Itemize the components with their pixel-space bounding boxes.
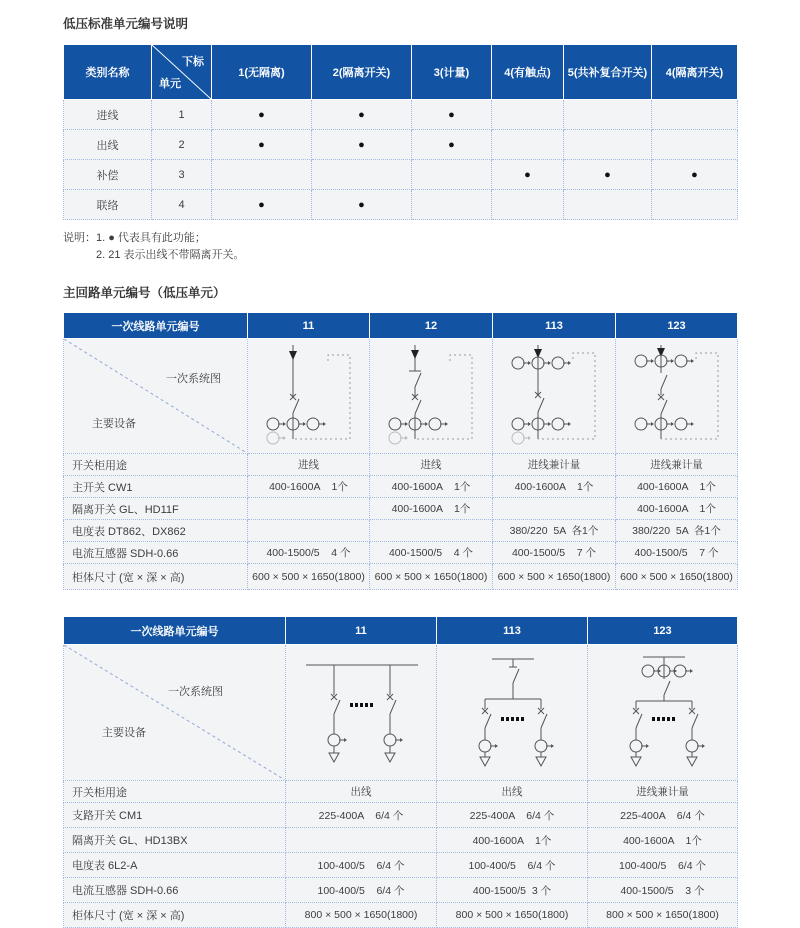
table-row bbox=[64, 803, 738, 828]
bullet-cell bbox=[492, 130, 564, 160]
table-row bbox=[64, 454, 738, 476]
cell bbox=[493, 498, 616, 520]
cell: 400-1500/5 7 个 bbox=[616, 542, 738, 564]
section-title: 主回路单元编号（低压单元） bbox=[63, 286, 226, 300]
row-label: 主开关 CW1 bbox=[64, 476, 248, 498]
bullet-cell: ● bbox=[492, 160, 564, 190]
cell: 600 × 500 × 1650(1800) bbox=[493, 564, 616, 590]
table-row bbox=[64, 542, 738, 564]
cell: 400-1600A 1个 bbox=[370, 498, 493, 520]
catalog-page bbox=[63, 0, 737, 928]
col-header-f1: 2(隔离开关) bbox=[312, 45, 412, 100]
bullet-cell: ● bbox=[312, 100, 412, 130]
bullet-cell: ● bbox=[564, 160, 652, 190]
bullet-cell bbox=[492, 190, 564, 220]
single-line-diagram-123 bbox=[588, 645, 738, 781]
cell: 100-400/5 6/4 个 bbox=[286, 853, 437, 878]
table-row bbox=[64, 828, 738, 853]
table-row bbox=[64, 903, 738, 928]
legend-notes bbox=[63, 230, 737, 263]
main-circuit-table-incoming bbox=[63, 312, 738, 590]
cell: 进线 bbox=[370, 454, 493, 476]
bullet-cell: ● bbox=[312, 130, 412, 160]
cell: 100-400/5 6/4 个 bbox=[286, 878, 437, 903]
row-label: 柜体尺寸 (宽 × 深 × 高) bbox=[64, 564, 248, 590]
cell bbox=[248, 498, 370, 520]
label-main-equipment: 主要设备 bbox=[92, 418, 136, 430]
header-unit-code-label: 一次线路单元编号 bbox=[64, 617, 286, 645]
table-row bbox=[64, 853, 738, 878]
cell: 600 × 500 × 1650(1800) bbox=[248, 564, 370, 590]
cell: 400-1500/5 3 个 bbox=[437, 878, 588, 903]
bullet-cell: ● bbox=[412, 100, 492, 130]
bullet-cell: ● bbox=[652, 160, 738, 190]
row-label: 柜体尺寸 (宽 × 深 × 高) bbox=[64, 903, 286, 928]
cell: 400-1600A 1个 bbox=[588, 828, 738, 853]
row-label: 电流互感器 SDH-0.66 bbox=[64, 542, 248, 564]
cell: 400-1600A 1个 bbox=[493, 476, 616, 498]
row-label: 补偿 bbox=[64, 160, 152, 190]
table-row bbox=[64, 564, 738, 590]
cell: 进线 bbox=[248, 454, 370, 476]
header-unit-code-label: 一次线路单元编号 bbox=[64, 313, 248, 339]
cell: 380/220 5A 各1个 bbox=[493, 520, 616, 542]
row-label: 开关柜用途 bbox=[64, 781, 286, 803]
bullet-cell bbox=[312, 160, 412, 190]
single-line-diagram-113 bbox=[493, 339, 616, 454]
label-system-diagram: 一次系统图 bbox=[166, 373, 221, 385]
bullet-cell bbox=[212, 160, 312, 190]
bullet-cell bbox=[564, 130, 652, 160]
cell: 600 × 500 × 1650(1800) bbox=[370, 564, 493, 590]
note-line-1: 说明：1. ● 代表具有此功能； bbox=[63, 232, 206, 244]
table-row bbox=[64, 160, 738, 190]
column-123: 123 bbox=[616, 313, 738, 339]
row-label: 出线 bbox=[64, 130, 152, 160]
bullet-cell bbox=[492, 100, 564, 130]
cell: 400-1600A 1个 bbox=[370, 476, 493, 498]
row-label: 进线 bbox=[64, 100, 152, 130]
col-header-f2: 3(计量) bbox=[412, 45, 492, 100]
header-row bbox=[64, 313, 738, 339]
bullet-cell bbox=[652, 130, 738, 160]
bullet-cell bbox=[412, 190, 492, 220]
cell: 600 × 500 × 1650(1800) bbox=[616, 564, 738, 590]
cell: 400-1500/5 4 个 bbox=[370, 542, 493, 564]
bullet-cell bbox=[564, 100, 652, 130]
col-header-f3: 4(有触点) bbox=[492, 45, 564, 100]
diagram-legend-cell bbox=[64, 339, 248, 454]
diagonal-divider-line bbox=[64, 339, 247, 453]
cell: 100-400/5 6/4 个 bbox=[437, 853, 588, 878]
cell: 100-400/5 6/4 个 bbox=[588, 853, 738, 878]
row-label: 隔离开关 GL、HD13BX bbox=[64, 828, 286, 853]
cell: 400-1500/5 7 个 bbox=[493, 542, 616, 564]
note-line-2: 2. 21 表示出线不带隔离开关。 bbox=[96, 248, 245, 261]
diagram-row bbox=[64, 339, 738, 454]
table-row bbox=[64, 520, 738, 542]
bullet-cell bbox=[652, 190, 738, 220]
diagram-row bbox=[64, 645, 738, 781]
row-label: 电流互感器 SDH-0.66 bbox=[64, 878, 286, 903]
header-row bbox=[64, 617, 738, 645]
col-header-category: 类别名称 bbox=[64, 45, 152, 100]
table-row bbox=[64, 100, 738, 130]
label-main-equipment: 主要设备 bbox=[102, 727, 146, 739]
cell: 400-1500/5 3 个 bbox=[588, 878, 738, 903]
row-label: 电度表 6L2-A bbox=[64, 853, 286, 878]
single-line-diagram-11 bbox=[286, 645, 437, 781]
column-12: 12 bbox=[370, 313, 493, 339]
unit-number: 4 bbox=[152, 190, 212, 220]
cell bbox=[370, 520, 493, 542]
diag-label-unit: 单元 bbox=[159, 78, 181, 90]
cell: 出线 bbox=[437, 781, 588, 803]
single-line-diagram-11 bbox=[248, 339, 370, 454]
single-line-diagram-113 bbox=[437, 645, 588, 781]
cell: 380/220 5A 各1个 bbox=[616, 520, 738, 542]
row-label: 开关柜用途 bbox=[64, 454, 248, 476]
bullet-cell bbox=[564, 190, 652, 220]
cell: 400-1600A 1个 bbox=[248, 476, 370, 498]
cell: 进线兼计量 bbox=[493, 454, 616, 476]
single-line-diagram-123 bbox=[616, 339, 738, 454]
row-label: 支路开关 CM1 bbox=[64, 803, 286, 828]
cell: 进线兼计量 bbox=[588, 781, 738, 803]
column-113: 113 bbox=[493, 313, 616, 339]
header-row bbox=[64, 45, 738, 100]
row-label: 联络 bbox=[64, 190, 152, 220]
column-11: 11 bbox=[248, 313, 370, 339]
cell: 400-1600A 1个 bbox=[616, 476, 738, 498]
main-circuit-table-outgoing bbox=[63, 616, 738, 928]
unit-numbering-table bbox=[63, 44, 738, 220]
cell: 400-1600A 1个 bbox=[437, 828, 588, 853]
cell: 出线 bbox=[286, 781, 437, 803]
diagram-legend-cell bbox=[64, 645, 286, 781]
bullet-cell bbox=[652, 100, 738, 130]
cell: 进线兼计量 bbox=[616, 454, 738, 476]
unit-number: 3 bbox=[152, 160, 212, 190]
col-header-f4: 5(共补复合开关) bbox=[564, 45, 652, 100]
table-row bbox=[64, 130, 738, 160]
diagonal-divider-line bbox=[64, 645, 285, 780]
bullet-cell: ● bbox=[212, 190, 312, 220]
col-header-unit-subscript bbox=[152, 45, 212, 100]
table-row bbox=[64, 878, 738, 903]
column-123: 123 bbox=[588, 617, 738, 645]
col-header-f5: 4(隔离开关) bbox=[652, 45, 738, 100]
single-line-diagram-12 bbox=[370, 339, 493, 454]
bullet-cell bbox=[412, 160, 492, 190]
label-system-diagram: 一次系统图 bbox=[168, 686, 223, 698]
cell bbox=[248, 520, 370, 542]
cell: 800 × 500 × 1650(1800) bbox=[437, 903, 588, 928]
cell: 225-400A 6/4 个 bbox=[588, 803, 738, 828]
cell: 225-400A 6/4 个 bbox=[286, 803, 437, 828]
cell: 800 × 500 × 1650(1800) bbox=[588, 903, 738, 928]
unit-number: 1 bbox=[152, 100, 212, 130]
bullet-cell: ● bbox=[312, 190, 412, 220]
cell: 400-1500/5 4 个 bbox=[248, 542, 370, 564]
cell bbox=[286, 828, 437, 853]
row-label: 电度表 DT862、DX862 bbox=[64, 520, 248, 542]
unit-number: 2 bbox=[152, 130, 212, 160]
row-label: 隔离开关 GL、HD11F bbox=[64, 498, 248, 520]
column-11: 11 bbox=[286, 617, 437, 645]
cell: 400-1600A 1个 bbox=[616, 498, 738, 520]
page-title: 低压标准单元编号说明 bbox=[63, 17, 189, 31]
diag-label-subscript: 下标 bbox=[182, 56, 204, 68]
bullet-cell: ● bbox=[212, 100, 312, 130]
table-row bbox=[64, 781, 738, 803]
table-row bbox=[64, 190, 738, 220]
table-row bbox=[64, 498, 738, 520]
col-header-f0: 1(无隔离) bbox=[212, 45, 312, 100]
cell: 800 × 500 × 1650(1800) bbox=[286, 903, 437, 928]
column-113: 113 bbox=[437, 617, 588, 645]
table-row bbox=[64, 476, 738, 498]
bullet-cell: ● bbox=[212, 130, 312, 160]
bullet-cell: ● bbox=[412, 130, 492, 160]
cell: 225-400A 6/4 个 bbox=[437, 803, 588, 828]
